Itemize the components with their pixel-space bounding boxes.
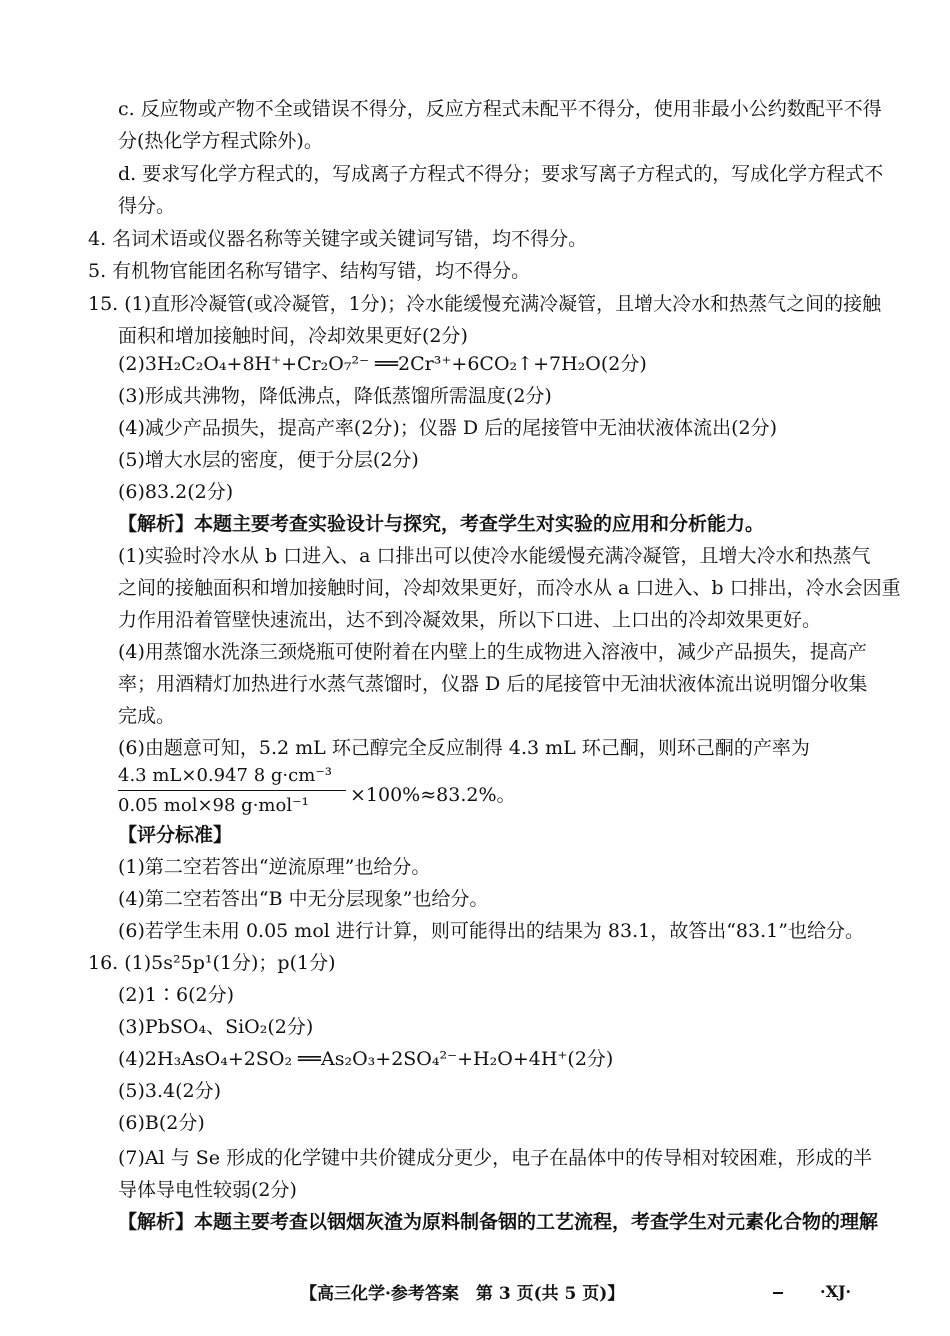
text-line: (1)实验时冷水从 b 口进入、a 口排出可以使冷水能缓慢充满冷凝管，且增大冷水和热蒸气 <box>118 545 871 567</box>
formula-denominator: 0.05 mol×98 g·mol⁻¹ <box>118 795 309 816</box>
analysis-heading: 【解析】本题主要考查实验设计与探究，考查学生对实验的应用和分析能力。 <box>118 513 765 535</box>
text-line: 之间的接触面积和增加接触时间，冷却效果更好，而冷水从 a 口进入、b 口排出，冷水会因重 <box>118 577 901 599</box>
question-16-answer: 16. (1)5s²5p¹(1分)；p(1分) <box>88 952 336 974</box>
formula-result: ×100%≈83.2%。 <box>350 784 516 806</box>
text-line: (1)第二空若答出“逆流原理”也给分。 <box>118 856 431 878</box>
text-line: (3)PbSO₄、SiO₂(2分) <box>118 1016 314 1038</box>
text-line: (5)增大水层的密度，便于分层(2分) <box>118 449 419 471</box>
question-15-answer: 15. (1)直形冷凝管(或冷凝管，1分)；冷水能缓慢充满冷凝管，且增大冷水和热蒸气之间的接触 <box>88 293 882 315</box>
text-line: 4. 名词术语或仪器名称等关键字或关键词写错，均不得分。 <box>88 228 588 250</box>
text-line: 率；用酒精灯加热进行水蒸气蒸馏时，仪器 D 后的尾接管中无油状液体流出说明馏分收集 <box>118 673 868 695</box>
equation-line: (2)3H₂C₂O₄+8H⁺+Cr₂O₇²⁻ ══2Cr³⁺+6CO₂↑+7H₂O(2分) <box>118 353 647 375</box>
text-line: (4)用蒸馏水洗涤三颈烧瓶可使附着在内壁上的生成物进入溶液中，减少产品损失，提高产 <box>118 641 867 663</box>
text-line: 得分。 <box>118 195 176 217</box>
formula-numerator: 4.3 mL×0.947 8 g·cm⁻³ <box>118 765 332 786</box>
text-line: (4)第二空若答出“B 中无分层现象”也给分。 <box>118 888 489 910</box>
text-line: (4)减少产品损失，提高产率(2分)；仪器 D 后的尾接管中无油状液体流出(2分) <box>118 417 778 439</box>
text-line: (6)若学生未用 0.05 mol 进行计算，则可能得出的结果为 83.1，故答出“83.1”也给分。 <box>118 920 864 942</box>
fraction-bar <box>118 790 346 791</box>
text-line: 面积和增加接触时间，冷却效果更好(2分) <box>118 325 468 347</box>
footer-dash <box>773 1292 783 1294</box>
text-line: 导体导电性较弱(2分) <box>118 1179 297 1201</box>
text-line: 5. 有机物官能团名称写错字、结构写错，均不得分。 <box>88 260 531 282</box>
edition-mark: ·XJ· <box>820 1282 852 1301</box>
analysis-heading: 【解析】本题主要考查以铟烟灰渣为原料制备铟的工艺流程，考查学生对元素化合物的理解 <box>118 1211 879 1233</box>
text-line: 分(热化学方程式除外)。 <box>118 130 323 152</box>
text-line: (6)由题意可知，5.2 mL 环己醇完全反应制得 4.3 mL 环己酮，则环己酮的产率为 <box>118 737 810 759</box>
scoring-heading: 【评分标准】 <box>118 824 233 846</box>
text-line: 力作用沿着管壁快速流出，达不到冷凝效果，所以下口进、上口出的冷却效果更好。 <box>118 609 822 631</box>
text-line: (2)1∶6(2分) <box>118 984 235 1006</box>
text-line: (5)3.4(2分) <box>118 1080 222 1102</box>
page-footer: 【高三化学·参考答案 第 3 页(共 5 页)】 <box>300 1284 625 1304</box>
text-line: (7)Al 与 Se 形成的化学键中共价键成分更少，电子在晶体中的传导相对较困难，形成的半 <box>118 1147 873 1169</box>
text-line: d. 要求写化学方程式的，写成离子方程式不得分；要求写离子方程式的，写成化学方程式不 <box>118 163 884 185</box>
text-line: (6)B(2分) <box>118 1112 205 1134</box>
text-line: c. 反应物或产物不全或错误不得分，反应方程式未配平不得分，使用非最小公约数配平不得 <box>118 98 882 120</box>
text-line: (6)83.2(2分) <box>118 481 234 503</box>
equation-line: (4)2H₃AsO₄+2SO₂ ══As₂O₃+2SO₄²⁻+H₂O+4H⁺(2分) <box>118 1048 614 1070</box>
text-line: (3)形成共沸物，降低沸点，降低蒸馏所需温度(2分) <box>118 385 552 407</box>
text-line: 完成。 <box>118 705 176 727</box>
